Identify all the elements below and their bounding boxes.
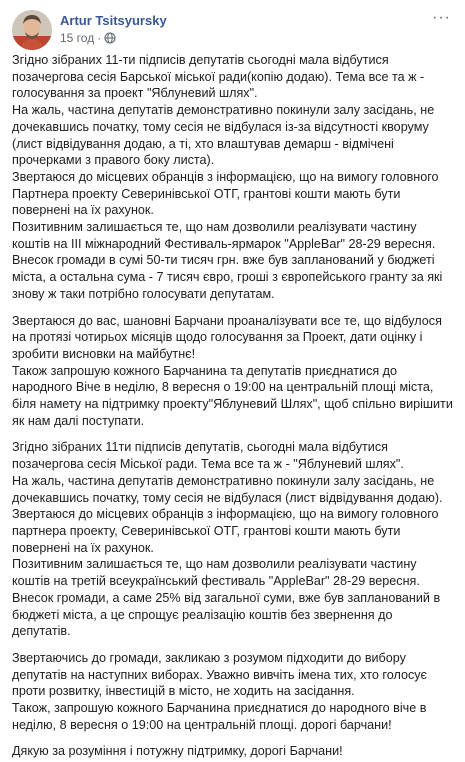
post-header	[12, 10, 453, 52]
post-text-line: Також запрошую кожного Барчанина та депутатів приєднатися до народного Віче в неділю, 8 вересня о 19:00 на центральній площі міста, біля намету на підтримку проекту"Яблуневий Шлях", щоб спільно вирішити як нам далі поступати.	[12, 363, 453, 428]
post-meta	[60, 30, 167, 46]
globe-icon[interactable]	[104, 32, 116, 44]
post-text-line: Звертаючись до громади, закликаю з розумом підходити до вибору депутатів на наступних виборах. Уважно вивчіть імена тих, хто голосує проти розвитку, інвестицій в місто, не ходить на засідання.	[12, 650, 427, 699]
post-timestamp[interactable]: 15 год	[60, 31, 95, 45]
post-text-line: Позитивним залишається те, що нам дозволили реалізувати частину коштів на третій всеукраїнський фестиваль "AppleBar" 28-29 вересня. Внесок громади, а саме 25% від загальної суми, вже був запланований в бюджеті міста, а це спрощує реалізацію коштів без звернення до депутатів.	[12, 557, 441, 639]
author-name[interactable]: Artur Tsitsyursky	[60, 13, 167, 28]
paragraph-spacer	[12, 429, 453, 439]
more-options-icon[interactable]: ···	[432, 9, 451, 26]
post-text-line: На жаль, частина депутатів демонстративно покинули залу засідань, не дочекавшись початку, тому сесія не відбулася із-за відсутності кворуму (лист відвідування додаю, а ті, хто влаштував демарш - відмічені прочерками з правого боку листа).	[12, 103, 435, 168]
post-text-line: На жаль, частина депутатів демонстративно покинули залу засідань, не дочекавшись початку, тому сесія не відбулася (лист відвідування додаю).	[12, 473, 443, 505]
post-text-line: Звертаюся до місцевих обранців з інформацією, що на вимогу головного Партнера проекту Северинівської ОТГ, грантові кошти мають бути повернені на їх рахунок.	[12, 169, 439, 218]
post-text-line: Звертаюся до вас, шановні Барчани проаналізувати все те, що відбулося на протязі чотирьох місяців щодо голосування за Проект, дати оцінку і зробити висновки на майбутнє!	[12, 313, 442, 361]
paragraph-spacer	[12, 733, 453, 743]
avatar-photo-icon	[12, 10, 52, 50]
post-text-line: Позитивним залишається те, що нам дозволили реалізувати частину коштів на ІІІ міжнародний Фестиваль-ярмарок "AppleBar" 28-29 вересня. Внесок громади в сумі 50-ти тисяч грн. вже був запланований у бюджеті міста, а остальна сума - 7 тисяч євро, гроші з європейського гранту за які знову ж таки потрібно голосувати депутатам.	[12, 220, 443, 301]
paragraph-spacer	[12, 640, 453, 650]
post-text-line: Дякую за розуміння і потужну підтримку, дорогі Барчани!	[12, 744, 343, 759]
paragraph-spacer	[12, 303, 453, 313]
author-avatar[interactable]	[12, 10, 52, 50]
post-body	[12, 52, 453, 760]
post-text-line: Згідно зібраних 11-ти підписів депутатів сьогодні мала відбутися позачергова сесія Барської міської ради(копію додаю). Тема все та ж - голосування за проект "Яблуневий шлях".	[12, 53, 425, 101]
post-text-line: Також, запрошую кожного Барчанина приєднатися до народного віче в неділю, 8 вересня о 19:00 на центральній площі. дорогі барчани!	[12, 701, 427, 732]
post-text-line: Звертаюся до місцевих обранців з інформацією, що на вимогу головного партнера проекту, Северинівської ОТГ, грантові кошти мають бути повернені на їх рахунок.	[12, 507, 439, 555]
post-text-line: Згідно зібраних 11ти підписів депутатів, сьогодні мала відбутися позачергова сесія Міської ради. Тема все та ж - "Яблуневий шлях".	[12, 440, 404, 472]
separator-dot: ·	[97, 31, 102, 45]
